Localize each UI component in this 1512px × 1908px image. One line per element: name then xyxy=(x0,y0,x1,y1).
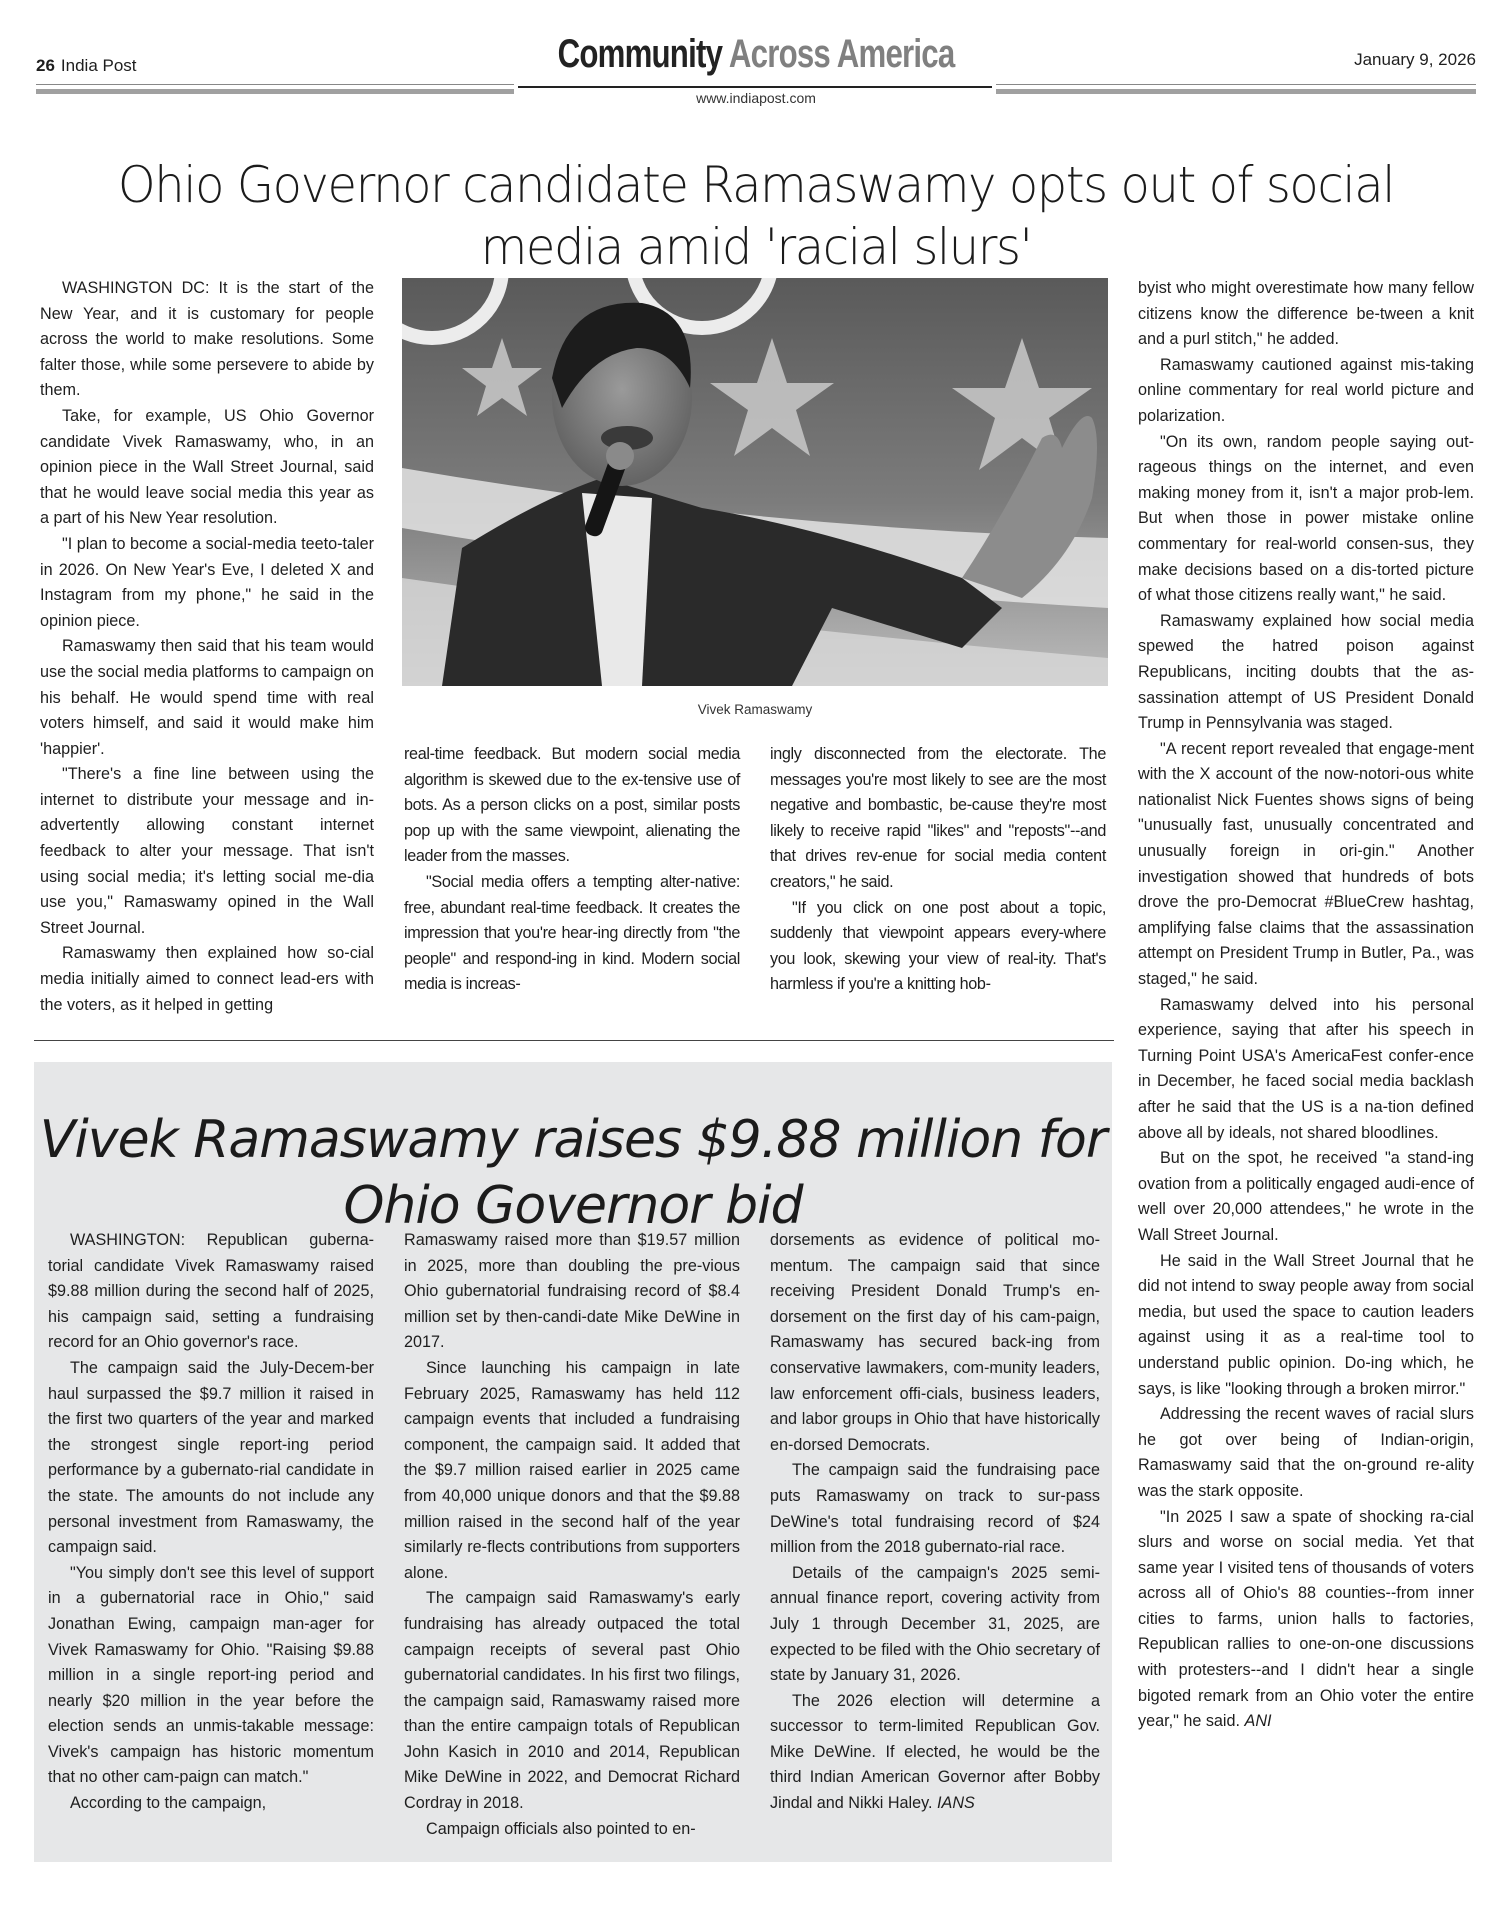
paragraph: Campaign officials also pointed to en- xyxy=(426,1819,696,1838)
story1-credit: ANI xyxy=(1244,1712,1272,1731)
paragraph: ingly disconnected from the electorate. The messages you're most likely to see are the most negative and bombastic, be-cause they're most likely to receive rapid "likes" and "reposts"--and that drives rev-enue for social media content creators," he said. xyxy=(770,745,1106,891)
issue-date: January 9, 2026 xyxy=(1354,50,1476,69)
paragraph: Ramaswamy then explained how so-cial media initially aimed to connect lead-ers with the voters, as it helped in getting xyxy=(40,944,374,1014)
paragraph: Take, for example, US Ohio Governor candidate Vivek Ramaswamy, who, in an opinion piece in the Wall Street Journal, said that he would leave social media this year as a part of his New Year resolution. xyxy=(40,406,374,528)
paragraph: Ramaswamy delved into his personal experience, saying that after his speech in Turning Point USA's AmericaFest confer-ence in December, he faced social media backlash after he said that the US is a na-tion defined above all by ideals, not shared bloodlines. xyxy=(1138,995,1474,1142)
paragraph: real-time feedback. But modern social media algorithm is skewed due to the ex-tensive use of bots. As a person clicks on a post, similar posts pop up with the same viewpoint, alienating the leader from the masses. xyxy=(404,745,740,866)
photo-caption: Vivek Ramaswamy xyxy=(697,702,813,717)
paragraph: "I plan to become a social-media teeto-taler in 2026. On New Year's Eve, I deleted X and Instagram from my phone," he said in the opinion piece. xyxy=(40,534,374,630)
story1-column-4 xyxy=(1138,276,1474,1735)
paragraph: Ramaswamy then said that his team would use the social media platforms to campaign on his behalf. He would spend time with real voters himself, and said it would make him 'happier'. xyxy=(40,637,374,758)
paragraph: "On its own, random people saying out-rageous things on the internet, and even making money from it, isn't a major prob-lem. But when those in power mistake online commentary for real-world consen-sus, they make decisions based on a dis-torted picture of what those citizens really want," he said. xyxy=(1138,432,1474,605)
paragraph: "If you click on one post about a topic, suddenly that viewpoint appears every-where you look, skewing your view of real-ity. That's harmless if you're a knitting hob- xyxy=(770,898,1106,994)
story1-column-1 xyxy=(40,276,374,1018)
story2-column-1 xyxy=(48,1228,374,1817)
story2-credit: IANS xyxy=(937,1794,975,1813)
paragraph: The campaign said the fundraising pace puts Ramaswamy on track to sur-pass DeWine's total fundraising record of $24 million from the 2018 gubernato-rial race. xyxy=(770,1461,1100,1557)
photo-illustration xyxy=(402,278,1108,686)
paragraph: "A recent report revealed that engage-ment with the X account of the now-notori-ous white nationalist Nick Fuentes shows signs of being "unusually fast, unusually concentrated and unusually foreign in ori-gin." Another investigation showed that hundreds of bots drove the pro-Democrat #BlueCrew hashtag, amplifying false claims that the assassination attempt on President Trump in Butler, Pa., was staged," he said. xyxy=(1138,739,1474,989)
section-title-part2: Across America xyxy=(728,32,955,76)
masthead-rule-center xyxy=(518,86,992,88)
website-url: www.indiapost.com xyxy=(696,90,816,106)
paragraph: "Social media offers a tempting alter-native: free, abundant real-time feedback. It creates the impression that you're hear-ing directly from "the people" and respond-ing in kind. Modern social media is increas- xyxy=(404,872,740,994)
story1-photo xyxy=(402,278,1108,686)
story1-column-3 xyxy=(770,742,1106,998)
page-number-label xyxy=(36,56,137,76)
paragraph: But on the spot, he received "a stand-ing ovation from a politically engaged audi-ence of well over 20,000 attendees," he wrote in the Wall Street Journal. xyxy=(1138,1149,1474,1244)
paragraph xyxy=(770,1689,1100,1817)
paragraph: He said in the Wall Street Journal that he did not intend to sway people away from social media, but used the space to caution leaders against using it as a real-time tool to understand public opinion. Do-ing which, he says, is like "looking through a broken mirror." xyxy=(1138,1251,1474,1398)
story2-column-2 xyxy=(404,1228,740,1842)
paragraph xyxy=(1138,1505,1474,1735)
paragraph: Since launching his campaign in late February 2025, Ramaswamy has held 112 campaign events that included a fundraising component, the campaign said. It added that the $9.7 million raised earlier in 2025 came from 40,000 unique donors and that the $9.88 million raised in the second half of the year similarly re-flects contributions from supporters alone. xyxy=(404,1358,740,1582)
paragraph: The campaign said the July-Decem-ber haul surpassed the $9.7 million it raised in the first two quarters of the year and marked the strongest single report-ing period performance by a gubernato-rial candidate in the state. The amounts do not include any personal investment from Ramaswamy, the campaign said. xyxy=(48,1358,374,1557)
paragraph: Details of the campaign's 2025 semi-annual finance report, covering activity from July 1 through December 31, 2025, are expected to be filed with the Ohio secretary of state by January 31, 2026. xyxy=(770,1563,1100,1685)
story-divider xyxy=(34,1040,1114,1041)
story1-headline: Ohio Governor candidate Ramaswamy opts out of social media amid 'racial slurs' xyxy=(117,155,1395,276)
paragraph: According to the campaign, xyxy=(70,1794,267,1813)
paragraph: WASHINGTON: Republican guberna-torial candidate Vivek Ramaswamy raised $9.88 million during the second half of 2025, his campaign said, setting a fundraising record for an Ohio governor's race. xyxy=(48,1231,374,1352)
paragraph: Addressing the recent waves of racial slurs he got over being of Indian-origin, Ramaswamy said that the on-ground re-ality was the stark opposite. xyxy=(1138,1405,1474,1500)
paragraph: Ramaswamy explained how social media spewed the hatred poison against Republicans, inciting doubts that the as-sassination attempt of US President Donald Trump in Pennsylvania was staged. xyxy=(1138,611,1474,733)
paragraph: The campaign said Ramaswamy's early fundraising has already outpaced the total campaign receipts of several past Ohio gubernatorial candidates. In his first two filings, the campaign said, Ramaswamy raised more than the entire campaign totals of Republican John Kasich in 2010 and 2014, Republican Mike DeWine in 2022, and Democrat Richard Cordray in 2018. xyxy=(404,1589,740,1813)
paragraph: WASHINGTON DC: It is the start of the New Year, and it is customary for people across the world to make resolutions. Some falter those, while some persevere to abide by them. xyxy=(40,279,374,400)
section-title xyxy=(166,32,1345,77)
paragraph: byist who might overestimate how many fellow citizens know the difference be-tween a knit and a purl stitch," he added. xyxy=(1138,279,1474,349)
paragraph: "You simply don't see this level of support in a gubernatorial race in Ohio," said Jonathan Ewing, campaign man-ager for Vivek Ramaswamy for Ohio. "Raising $9.88 million in a single report-ing period and nearly $20 million in the year before the election sends an unmis-takable message: Vivek's campaign has historic momentum that no other cam-paign can match." xyxy=(48,1563,374,1787)
section-title-part1: Community xyxy=(557,32,723,76)
paragraph-text: The 2026 election will determine a successor to term-limited Republican Gov. Mike DeWine. If elected, he would be the third Indian American Governor after Bobby Jindal and Nikki Haley. xyxy=(770,1691,1100,1813)
story2-column-3 xyxy=(770,1228,1100,1817)
page-number: 26 xyxy=(36,56,55,75)
paragraph: dorsements as evidence of political mo-mentum. The campaign said that since receiving President Donald Trump's en-dorsement on the first day of his cam-paign, Ramaswamy has secured back-ing from conservative lawmakers, com-munity leaders, law enforcement offi-cials, business leaders, and labor groups in Ohio that have historically en-dorsed Democrats. xyxy=(770,1231,1100,1454)
story2-headline: Vivek Ramaswamy raises $9.88 million for Ohio Governor bid xyxy=(39,1110,1107,1237)
publication-name: India Post xyxy=(60,56,137,75)
story1-column-2 xyxy=(404,742,740,998)
masthead xyxy=(0,0,1512,112)
paragraph: "There's a fine line between using the internet to distribute your message and in-advertently allowing constant internet feedback to alter your message. That isn't using social media; it's letting social me-dia use you," Ramaswamy opined in the Wall Street Journal. xyxy=(40,765,374,937)
paragraph-text: "In 2025 I saw a spate of shocking ra-cial slurs and worse on social media. Yet that same year I visited tens of thousands of voters across all of Ohio's 88 counties--from inner cities to farms, union halls to factories, Republican rallies to one-on-one discussions with protesters--and I didn't hear a single bigoted remark from an Ohio voter the entire year," he said. xyxy=(1138,1507,1474,1731)
paragraph: Ramaswamy cautioned against mis-taking online commentary for real world picture and polarization. xyxy=(1138,355,1474,425)
paragraph: Ramaswamy raised more than $19.57 million in 2025, more than doubling the pre-vious Ohio gubernatorial fundraising record of $8.4 million set by then-candi-date Mike DeWine in 2017. xyxy=(404,1231,740,1352)
